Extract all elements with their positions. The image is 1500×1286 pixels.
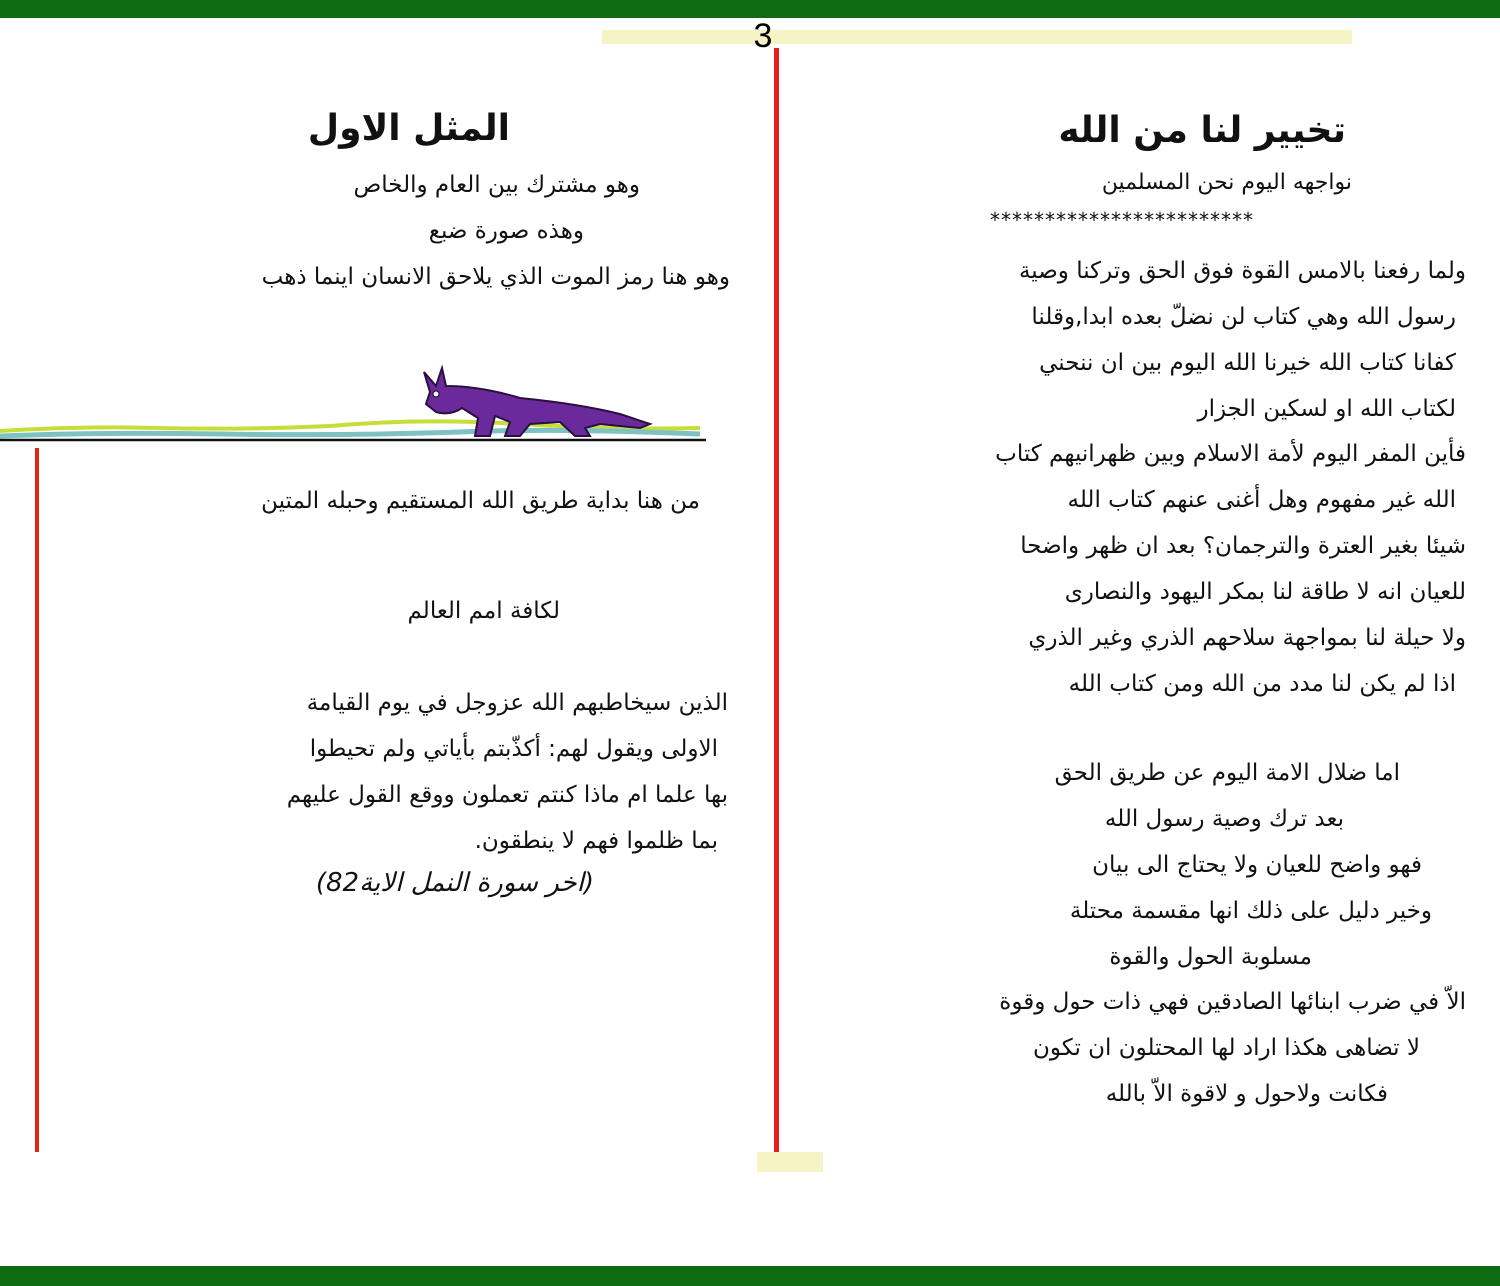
left-title: المثل الاول (307, 108, 510, 149)
verse-line: بما ظلموا فهم لا ينطقون. (474, 828, 718, 854)
paragraph-line: رسول الله وهي كتاب لن نضلّ بعده ابدا,وقلنا (1031, 304, 1456, 330)
verse-line: الذين سيخاطبهم الله عزوجل في يوم القيامة (306, 690, 728, 716)
paragraph-line: بعد ترك وصية رسول الله (1104, 806, 1344, 832)
center-red-line (774, 48, 779, 1152)
right-title: تخيير لنا من الله (1058, 110, 1346, 151)
paragraph-line: اما ضلال الامة اليوم عن طريق الحق (1054, 760, 1400, 786)
paragraph-line: فكانت ولاحول و لاقوة الاّ بالله (1105, 1081, 1388, 1107)
paragraph-line: مسلوبة الحول والقوة (1109, 944, 1312, 970)
page-number: 3 (753, 17, 773, 55)
paragraph-line: فأين المفر اليوم لأمة الاسلام وبين ظهرانيهم كتاب (995, 441, 1466, 467)
right-subtitle: نواجهه اليوم نحن المسلمين (1101, 170, 1352, 195)
top-yellow-strip (602, 30, 1352, 44)
paragraph-line: لكتاب الله او لسكين الجزار (1197, 396, 1456, 422)
path-line: من هنا بداية طريق الله المستقيم وحبله المتين (261, 488, 700, 514)
bottom-yellow-strip (757, 1152, 823, 1172)
left-red-line (35, 448, 39, 1152)
paragraph-line: اذا لم يكن لنا مدد من الله ومن كتاب الله (1068, 671, 1456, 697)
surah-reference: (اخر سورة النمل الاية82) (315, 868, 594, 898)
verse-line: الاولى ويقول لهم: أكذّبتم بأياتي ولم تحيطوا (309, 736, 718, 762)
paragraph-line: الله غير مفهوم وهل أغنى عنهم كتاب الله (1067, 487, 1456, 513)
paragraph-line: فهو واضح للعيان ولا يحتاج الى بيان (1092, 852, 1422, 878)
paragraph-line: ولا حيلة لنا بمواجهة سلاحهم الذري وغير الذري (1028, 625, 1466, 651)
paragraph-line: الاّ في ضرب ابنائها الصادقين فهي ذات حول وقوة (999, 989, 1466, 1015)
nations-line: لكافة امم العالم (407, 598, 560, 624)
paragraph-line: لا تضاهى هكذا اراد لها المحتلون ان تكون (1032, 1035, 1420, 1061)
hyena-illustration (0, 356, 710, 448)
stars-divider: ************************ (990, 208, 1254, 232)
paragraph-line: شيئا بغير العترة والترجمان؟ بعد ان ظهر واضحا (1020, 533, 1466, 559)
paragraph-line: وخير دليل على ذلك انها مقسمة محتلة (1069, 898, 1432, 924)
paragraph-line: كفانا كتاب الله خيرنا الله اليوم بين ان ننحني (1039, 350, 1456, 376)
intro-line: وهو هنا رمز الموت الذي يلاحق الانسان اينما ذهب (261, 264, 730, 290)
bottom-green-band (0, 1266, 1500, 1286)
ground-cyan-stroke (0, 430, 700, 436)
verse-line: بها علما ام ماذا كنتم تعملون ووقع القول عليهم (286, 782, 728, 808)
intro-line: وهو مشترك بين العام والخاص (353, 172, 640, 198)
paragraph-line: ولما رفعنا بالامس القوة فوق الحق وتركنا وصية (1018, 258, 1466, 284)
paragraph-line: للعيان انه لا طاقة لنا بمكر اليهود والنصارى (1064, 579, 1466, 605)
intro-line: وهذه صورة ضبع (428, 218, 584, 244)
